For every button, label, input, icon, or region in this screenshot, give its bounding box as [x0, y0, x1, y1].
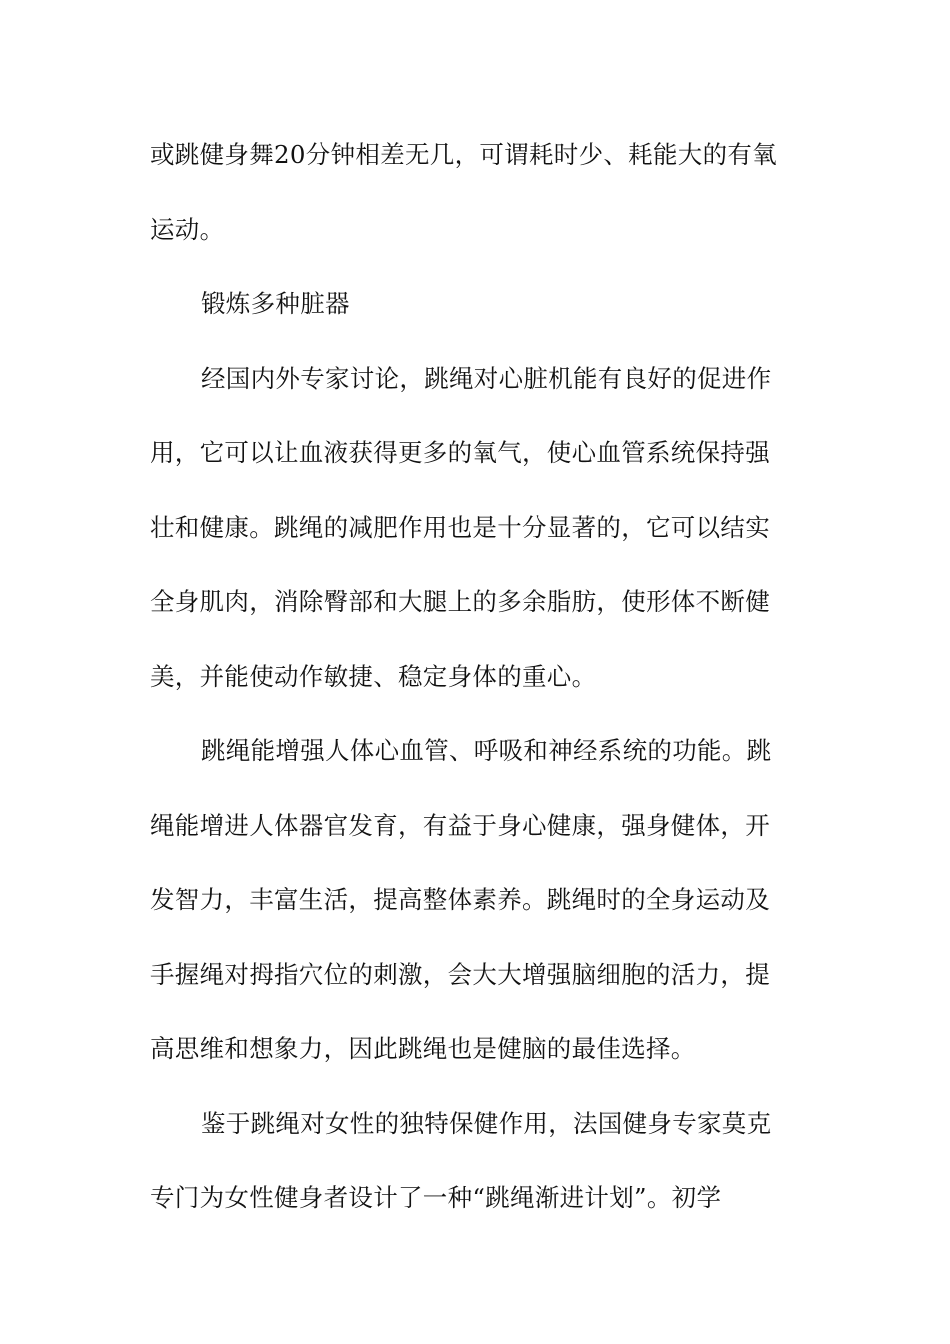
text-line-15: 专门为女性健身者设计了一种“跳绳渐进计划”。初学	[150, 1183, 722, 1212]
text-line-13: 高思维和想象力，因此跳绳也是健脑的最佳选择。	[150, 1034, 696, 1063]
document-body	[150, 118, 800, 1236]
text-line-14: 鉴于跳绳对女性的独特保健作用，法国健身专家莫克	[201, 1108, 772, 1138]
text-line-11: 发智力，丰富生活，提高整体素养。跳绳时的全身运动及	[150, 885, 770, 914]
text-line-9: 跳绳能增强人体心血管、呼吸和神经系统的功能。跳	[201, 736, 772, 765]
text-line-6: 壮和健康。跳绳的减肥作用也是十分显著的，它可以结实	[150, 512, 770, 542]
text-line-7: 全身肌肉，消除臀部和大腿上的多余脂肪，使形体不断健	[150, 587, 770, 616]
text-line-5: 用，它可以让血液获得更多的氧气，使心血管系统保持强	[150, 438, 770, 467]
text-line-1: 或跳健身舞20分钟相差无几，可谓耗时少、耗能大的有氧	[150, 140, 777, 169]
text-line-10: 绳能增进人体器官发育，有益于身心健康，强身健体，开	[150, 810, 770, 840]
text-line-2: 运动。	[150, 214, 225, 244]
text-line-12: 手握绳对拇指穴位的刺激，会大大增强脑细胞的活力，提	[150, 959, 770, 989]
text-line-8: 美，并能使动作敏捷、稳定身体的重心。	[150, 661, 597, 691]
text-line-4: 经国内外专家讨论，跳绳对心脏机能有良好的促进作	[201, 363, 772, 393]
section-heading: 锻炼多种脏器	[201, 289, 350, 318]
